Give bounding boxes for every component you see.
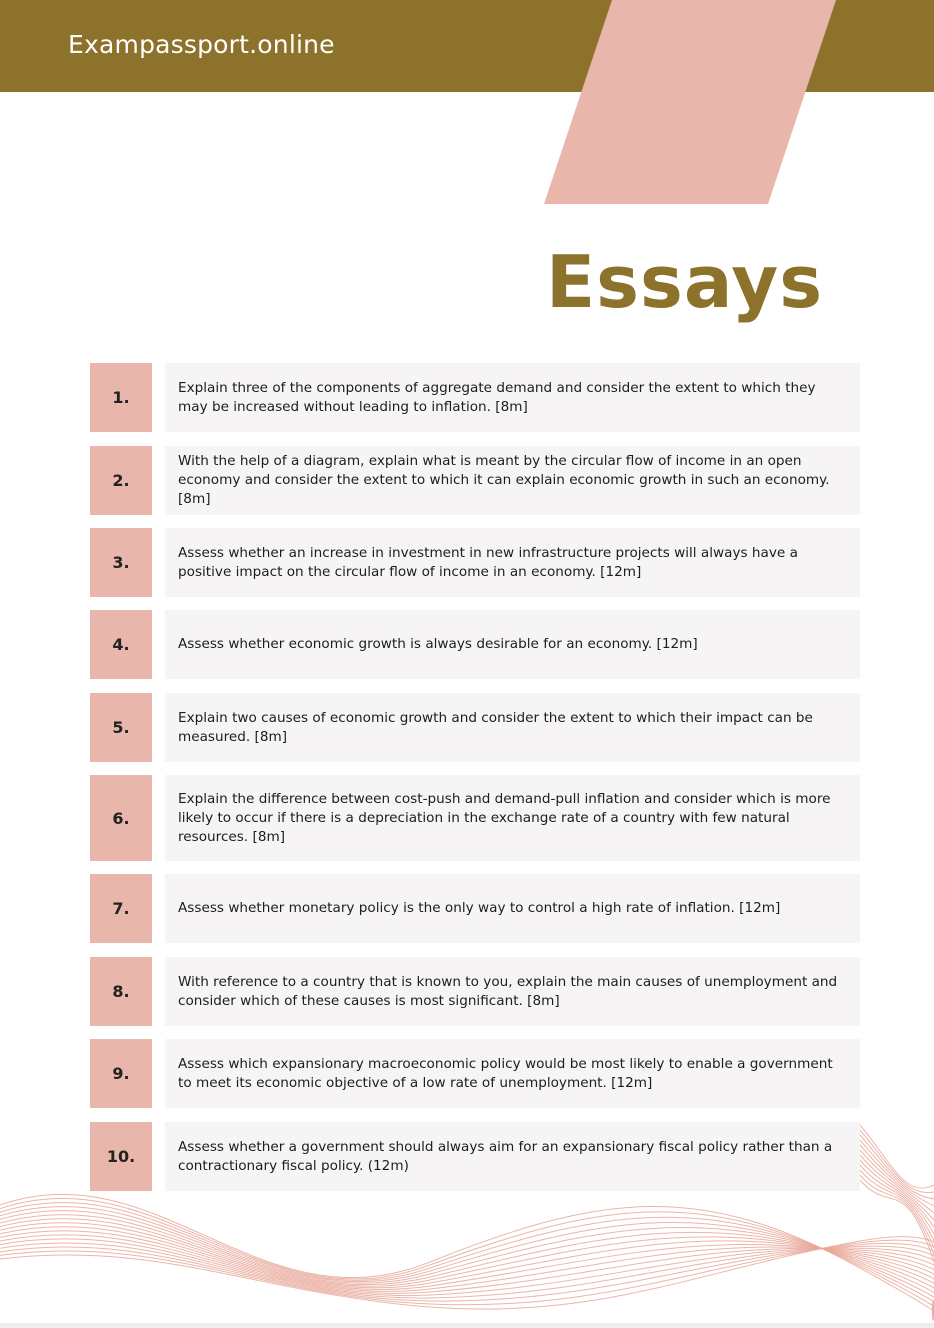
wave-line bbox=[860, 1145, 934, 1213]
question-row bbox=[90, 446, 860, 515]
question-text: Assess whether monetary policy is the only way to control a high rate of inflation. [12m] bbox=[178, 900, 781, 916]
question-row bbox=[90, 957, 860, 1026]
question-number: 3. bbox=[90, 528, 152, 597]
wave-line bbox=[860, 1150, 934, 1220]
question-card bbox=[165, 874, 860, 943]
wave-line bbox=[860, 1155, 934, 1227]
wave-line bbox=[0, 1243, 934, 1318]
question-row bbox=[90, 693, 860, 762]
question-text: With reference to a country that is known to you, explain the main causes of unemployment and consider which of these causes is most significant. [8m] bbox=[178, 973, 838, 1009]
wave-line bbox=[0, 1219, 934, 1314]
question-number: 6. bbox=[90, 775, 152, 861]
wave-line bbox=[860, 1175, 934, 1255]
wave-line bbox=[0, 1243, 934, 1317]
wave-line bbox=[0, 1240, 934, 1319]
wave-line bbox=[860, 1170, 934, 1248]
question-number: 7. bbox=[90, 874, 152, 943]
question-card bbox=[165, 693, 860, 762]
wave-line bbox=[860, 1135, 934, 1199]
question-card bbox=[165, 610, 860, 679]
wave-line bbox=[0, 1239, 934, 1316]
question-number: 8. bbox=[90, 957, 152, 1026]
question-row bbox=[90, 874, 860, 943]
question-card bbox=[165, 1122, 860, 1191]
question-number: 9. bbox=[90, 1039, 152, 1108]
wave-line bbox=[0, 1207, 934, 1317]
question-row bbox=[90, 775, 860, 861]
question-card bbox=[165, 528, 860, 597]
wave-line bbox=[0, 1215, 934, 1314]
question-card bbox=[165, 775, 860, 861]
wave-line bbox=[0, 1223, 934, 1314]
wave-line bbox=[0, 1237, 934, 1321]
question-card bbox=[165, 363, 860, 432]
question-number: 2. bbox=[90, 446, 152, 515]
question-text: Assess whether a government should always aim for an expansionary fiscal policy rather than a contractionary fiscal policy. (12m) bbox=[178, 1138, 833, 1174]
wave-line bbox=[0, 1231, 934, 1315]
wave-line bbox=[0, 1202, 934, 1318]
question-number: 10. bbox=[90, 1122, 152, 1191]
wave-line bbox=[860, 1165, 934, 1241]
question-card bbox=[165, 1039, 860, 1108]
question-text: With the help of a diagram, explain what is meant by the circular flow of income in an open economy and consider the extent to which it can explain economic growth in such an economy. [8m] bbox=[178, 453, 830, 507]
wave-line bbox=[0, 1235, 934, 1316]
question-row bbox=[90, 610, 860, 679]
page-bottom-strip bbox=[0, 1323, 934, 1328]
site-name: Exampassport.online bbox=[68, 30, 335, 59]
question-card bbox=[165, 957, 860, 1026]
question-number: 5. bbox=[90, 693, 152, 762]
wave-line bbox=[0, 1211, 934, 1315]
decorative-parallelogram bbox=[0, 0, 934, 210]
question-row bbox=[90, 363, 860, 432]
wave-line bbox=[860, 1160, 934, 1234]
question-text: Assess whether economic growth is always desirable for an economy. [12m] bbox=[178, 636, 698, 652]
question-number: 1. bbox=[90, 363, 152, 432]
wave-line bbox=[0, 1198, 934, 1321]
wave-line bbox=[860, 1130, 934, 1193]
question-number: 4. bbox=[90, 610, 152, 679]
wave-line bbox=[860, 1180, 934, 1262]
question-text: Assess which expansionary macroeconomic policy would be most likely to enable a government to meet its economic objective of a low rate of unemployment. [12m] bbox=[178, 1055, 833, 1091]
question-row bbox=[90, 528, 860, 597]
question-row bbox=[90, 1039, 860, 1108]
question-text: Explain the difference between cost-push and demand-pull inflation and consider which is more likely to occur if there is a depreciation in the exchange rate of a country with few natural resources. [8m] bbox=[178, 790, 831, 845]
question-text: Explain two causes of economic growth and consider the extent to which their impact can be measured. [8m] bbox=[178, 709, 813, 745]
question-row bbox=[90, 1122, 860, 1191]
wave-line bbox=[860, 1125, 934, 1188]
wave-line bbox=[860, 1140, 934, 1206]
wave-line bbox=[0, 1194, 934, 1324]
question-card bbox=[165, 446, 860, 515]
question-text: Explain three of the components of aggregate demand and consider the extent to which they may be increased without leading to inflation. [8m] bbox=[178, 379, 816, 415]
page-title: Essays bbox=[546, 240, 824, 324]
question-text: Assess whether an increase in investment in new infrastructure projects will always have a positive impact on the circular flow of income in an economy. [12m] bbox=[178, 544, 798, 580]
wave-line bbox=[0, 1227, 934, 1314]
